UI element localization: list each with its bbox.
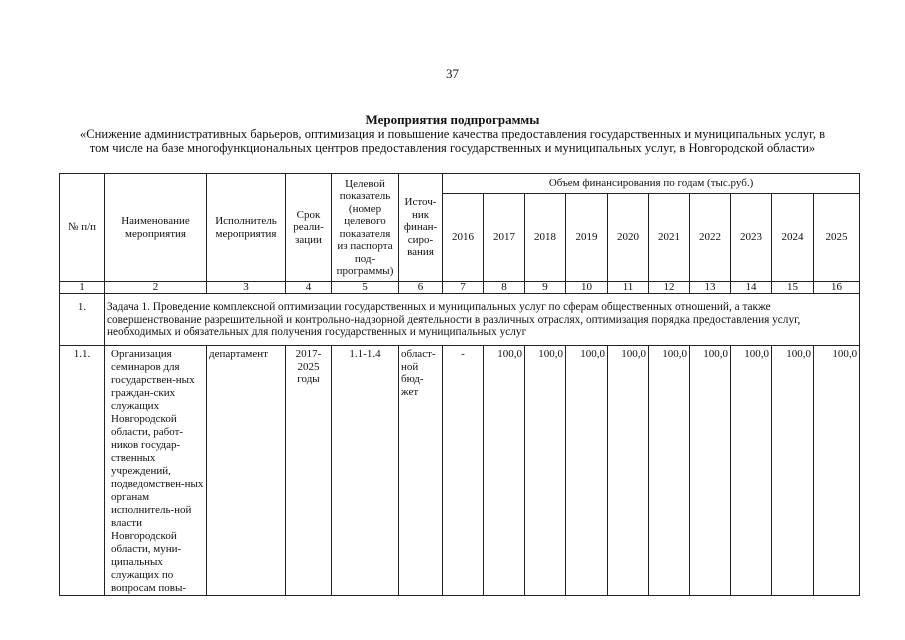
row-value: 100,0 — [608, 346, 649, 596]
row-value: 100,0 — [731, 346, 772, 596]
header-year: 2019 — [566, 194, 608, 282]
column-number: 11 — [608, 282, 649, 294]
header-source: Источ-ник финан-сиро-вания — [399, 174, 443, 282]
row-executor: департамент — [207, 346, 286, 596]
header-term: Срок реали-зации — [286, 174, 332, 282]
column-number: 13 — [690, 282, 731, 294]
row-value: 100,0 — [814, 346, 860, 596]
column-number: 3 — [207, 282, 286, 294]
column-number: 8 — [484, 282, 525, 294]
header-year: 2024 — [772, 194, 814, 282]
row-source: област-ной бюд-жет — [399, 346, 443, 596]
column-number: 10 — [566, 282, 608, 294]
row-value: 100,0 — [484, 346, 525, 596]
task-num: 1. — [60, 294, 105, 346]
header-executor: Исполнитель мероприятия — [207, 174, 286, 282]
column-number: 15 — [772, 282, 814, 294]
column-number: 5 — [332, 282, 399, 294]
row-value: 100,0 — [525, 346, 566, 596]
column-number: 7 — [443, 282, 484, 294]
row-term: 2017-2025 годы — [286, 346, 332, 596]
column-number: 1 — [60, 282, 105, 294]
column-number: 12 — [649, 282, 690, 294]
row-target: 1.1-1.4 — [332, 346, 399, 596]
page-title: Мероприятия подпрограммы — [365, 112, 540, 127]
row-value: - — [443, 346, 484, 596]
row-num: 1.1. — [60, 346, 105, 596]
page-subtitle: «Снижение административных барьеров, оптимизация и повышение качества предоставления государственных и муниципальных услуг, в том числе на базе многофункциональных центров предоставления государственных и муниципальных услуг, в Новгородской области» — [79, 127, 826, 155]
header-year: 2016 — [443, 194, 484, 282]
header-year: 2018 — [525, 194, 566, 282]
row-name: Организация семинаров для государствен-ных граждан-ских служащих Новгородской области, работ-ников государ-ственных учреждений, подведомствен-ных органам исполнитель-ной власти Новгородской области, муни-ципальных служащих по вопросам повы- — [105, 346, 207, 596]
header-year: 2022 — [690, 194, 731, 282]
row-value: 100,0 — [690, 346, 731, 596]
column-number: 9 — [525, 282, 566, 294]
page-number: 37 — [446, 66, 459, 81]
header-year: 2017 — [484, 194, 525, 282]
header-target: Целевой показатель (номер целевого показателя из паспорта под-программы) — [332, 174, 399, 282]
header-name: Наименование мероприятия — [105, 174, 207, 282]
row-value: 100,0 — [649, 346, 690, 596]
column-number: 14 — [731, 282, 772, 294]
header-year: 2020 — [608, 194, 649, 282]
program-table — [59, 173, 860, 596]
column-number: 16 — [814, 282, 860, 294]
header-funding: Объем финансирования по годам (тыс.руб.) — [443, 174, 860, 194]
header-year: 2025 — [814, 194, 860, 282]
column-number: 4 — [286, 282, 332, 294]
column-number: 2 — [105, 282, 207, 294]
header-year: 2023 — [731, 194, 772, 282]
header-year: 2021 — [649, 194, 690, 282]
row-value: 100,0 — [566, 346, 608, 596]
row-value: 100,0 — [772, 346, 814, 596]
task-text: Задача 1. Проведение комплексной оптимизации государственных и муниципальных услуг по сферам общественных отношений, а также совершенствование разрешительной и контрольно-надзорной деятельности в различных отраслях, оптимизация порядка предоставления услуг, необходимых и обязательных для получения государственных и муниципальных услуг — [105, 294, 860, 346]
header-num: № п/п — [60, 174, 105, 282]
column-number: 6 — [399, 282, 443, 294]
